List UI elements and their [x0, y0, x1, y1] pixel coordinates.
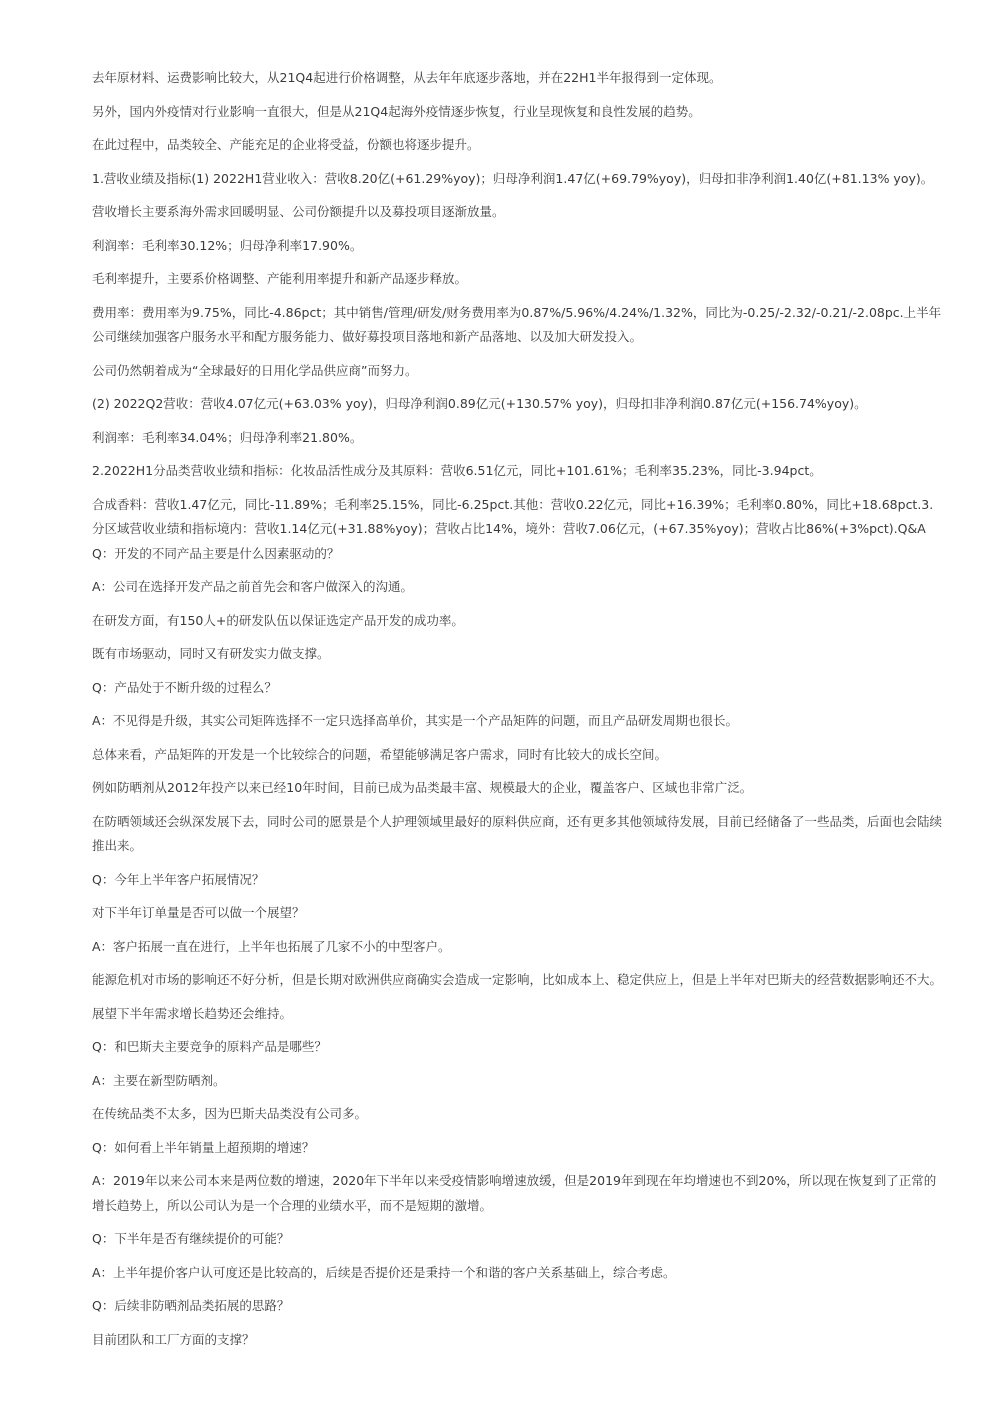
paragraph: 费用率：费用率为9.75%，同比-4.86pct；其中销售/管理/研发/财务费用率为0.87%/5.96%/4.24%/1.32%，同比为-0.25/-2.32/-0.21/-2.08pc.上半年公司继续加强客户服务水平和配方服务能力、做好募投项目落地和新产品落地、以及加大研发投入。: [92, 304, 942, 344]
paragraph: A：2019年以来公司本来是两位数的增速，2020年下半年以来受疫情影响增速放缓，但是2019年到现在年均增速也不到20%，所以现在恢复到了正常的增长趋势上，所以公司认为是一个合理的业绩水平，而不是短期的激增。: [92, 1173, 937, 1213]
paragraph: 在传统品类不太多，因为巴斯夫品类没有公司多。: [92, 1106, 368, 1121]
paragraph: 1.营收业绩及指标(1) 2022H1营业收入：营收8.20亿(+61.29%yoy)；归母净利润1.47亿(+69.79%yoy)，归母扣非净利润1.40亿(+81.13% yoy)。: [92, 170, 934, 186]
paragraph: Q：产品处于不断升级的过程么？: [92, 679, 277, 695]
paragraph: A：公司在选择开发产品之前首先会和客户做深入的沟通。: [92, 579, 414, 594]
paragraph: 去年原材料、运费影响比较大，从21Q4起进行价格调整，从去年年底逐步落地，并在22H1半年报得到一定体现。: [92, 70, 722, 85]
paragraph: 利润率：毛利率34.04%；归母净利率21.80%。: [92, 429, 363, 445]
paragraph: 展望下半年需求增长趋势还会维持。: [92, 1005, 293, 1021]
paragraph: 在研发方面，有150人+的研发队伍以保证选定产品开发的成功率。: [92, 612, 464, 628]
paragraph: 利润率：毛利率30.12%；归母净利率17.90%。: [92, 237, 363, 253]
paragraph: 合成香料：营收1.47亿元，同比-11.89%；毛利率25.15%，同比-6.25pct.其他：营收0.22亿元，同比+16.39%；毛利率0.80%，同比+18.68pct.3.分区域营收业绩和指标境内：营收1.14亿元(+31.88%yoy)；营收占比14%，境外：营收7.06亿元，(+67.35%yoy)；营收占比86%(+3%pct).Q&AQ：开发的不同产品主要是什么因素驱动的？: [92, 496, 934, 561]
paragraph: A：主要在新型防晒剂。: [92, 1072, 226, 1088]
paragraph: 公司仍然朝着成为“全球最好的日用化学品供应商”而努力。: [92, 362, 418, 378]
paragraph: A：不见得是升级，其实公司矩阵选择不一定只选择高单价，其实是一个产品矩阵的问题，而且产品研发周期也很长。: [92, 713, 739, 728]
document-body: [92, 66, 944, 1361]
paragraph: 能源危机对市场的影响还不好分析，但是长期对欧洲供应商确实会造成一定影响，比如成本上、稳定供应上，但是上半年对巴斯夫的经营数据影响还不大。: [92, 972, 943, 987]
paragraph: (2) 2022Q2营收：营收4.07亿元(+63.03% yoy)，归母净利润0.89亿元(+130.57% yoy)，归母扣非净利润0.87亿元(+156.74%yoy)。: [92, 396, 867, 411]
paragraph: 毛利率提升，主要系价格调整、产能利用率提升和新产品逐步释放。: [92, 271, 468, 286]
paragraph: 在此过程中，品类较全、产能充足的企业将受益，份额也将逐步提升。: [92, 137, 480, 152]
paragraph: 总体来看，产品矩阵的开发是一个比较综合的问题，希望能够满足客户需求，同时有比较大的成长空间。: [92, 746, 668, 762]
paragraph: 对下半年订单量是否可以做一个展望？: [92, 905, 305, 920]
paragraph: Q：今年上半年客户拓展情况？: [92, 871, 265, 887]
paragraph: 例如防晒剂从2012年投产以来已经10年时间，目前已成为品类最丰富、规模最大的企业，覆盖客户、区域也非常广泛。: [92, 780, 753, 795]
paragraph: Q：和巴斯夫主要竞争的原料产品是哪些？: [92, 1039, 327, 1054]
paragraph: Q：后续非防晒剂品类拓展的思路？: [92, 1298, 290, 1313]
paragraph: A：客户拓展一直在进行，上半年也拓展了几家不小的中型客户。: [92, 938, 451, 954]
paragraph: 在防晒领域还会纵深发展下去，同时公司的愿景是个人护理领域里最好的原料供应商，还有更多其他领域待发展，目前已经储备了一些品类，后面也会陆续推出来。: [92, 813, 943, 853]
paragraph: Q：下半年是否有继续提价的可能？: [92, 1231, 290, 1246]
paragraph: 既有市场驱动，同时又有研发实力做支撑。: [92, 646, 330, 661]
paragraph: 2.2022H1分品类营收业绩和指标：化妆品活性成分及其原料：营收6.51亿元，同比+101.61%；毛利率35.23%，同比-3.94pct。: [92, 463, 822, 478]
paragraph: 另外，国内外疫情对行业影响一直很大，但是从21Q4起海外疫情逐步恢复，行业呈现恢复和良性发展的趋势。: [92, 103, 701, 119]
paragraph: 目前团队和工厂方面的支撑？: [92, 1331, 255, 1347]
paragraph: A：上半年提价客户认可度还是比较高的，后续是否提价还是秉持一个和谐的客户关系基础上，综合考虑。: [92, 1264, 676, 1280]
paragraph: Q：如何看上半年销量上超预期的增速？: [92, 1139, 315, 1155]
paragraph: 营收增长主要系海外需求回暖明显、公司份额提升以及募投项目逐渐放量。: [92, 204, 505, 219]
